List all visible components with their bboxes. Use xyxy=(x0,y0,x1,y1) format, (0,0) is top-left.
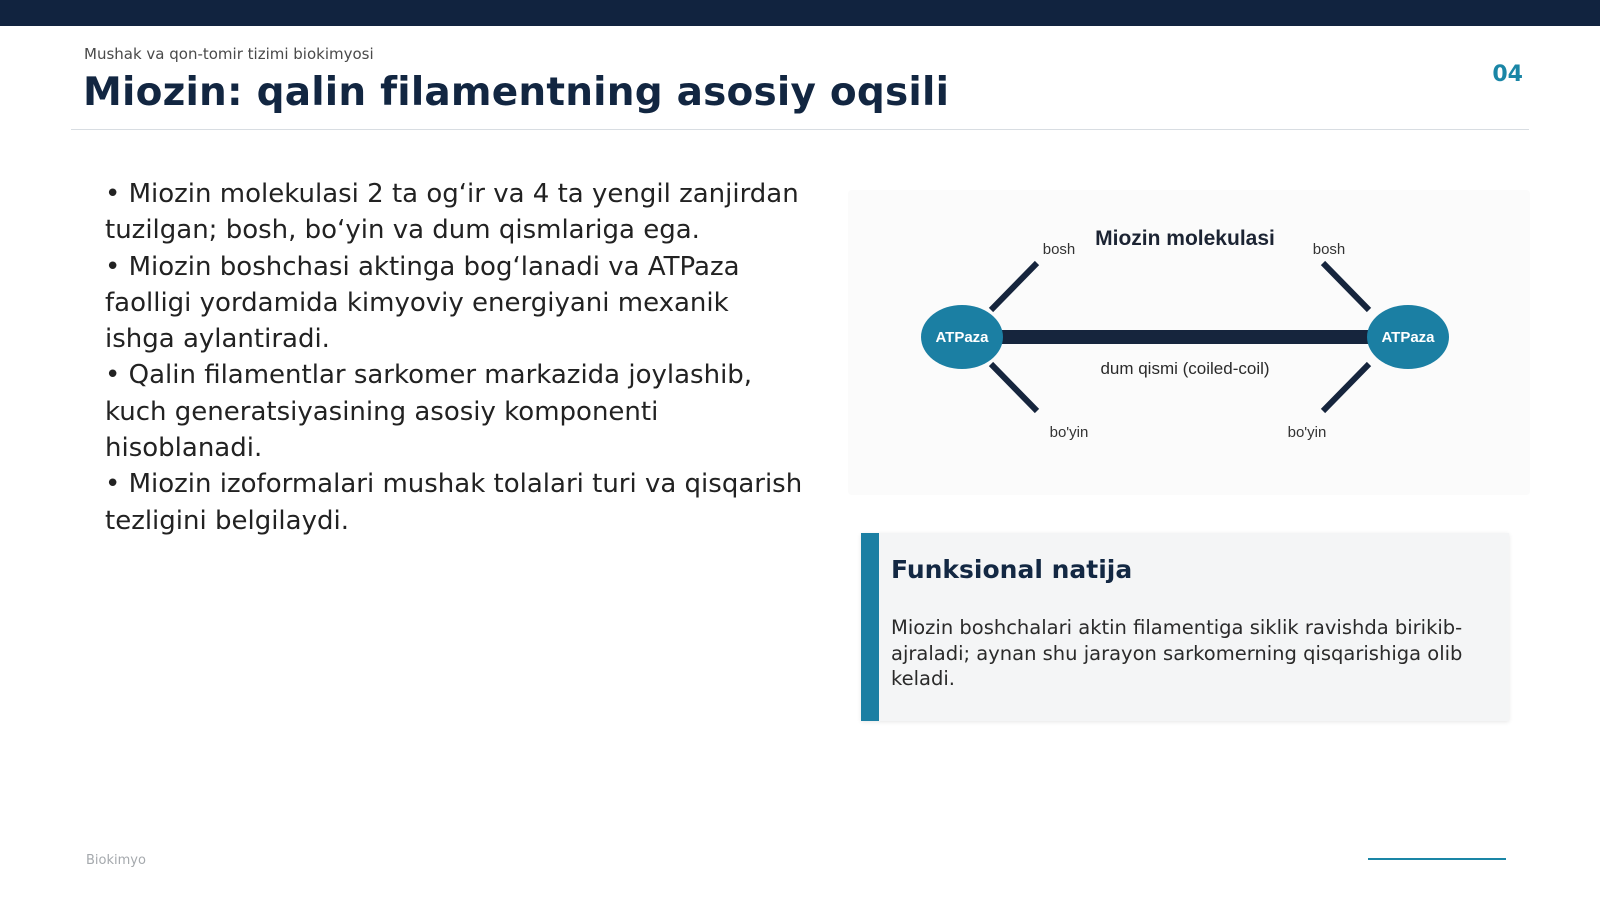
footer-brand: Biokimyo xyxy=(86,853,146,868)
callout-title: Funksional natija xyxy=(891,555,1133,584)
top-bar xyxy=(0,0,1600,26)
bullet-item: • Miozin izoformalari mushak tolalari turi va qisqarish tezligini belgilaydi. xyxy=(105,469,803,536)
head-arm-right xyxy=(1323,263,1369,310)
footer-accent-line xyxy=(1368,858,1506,860)
neck-label-right: bo'yin xyxy=(1287,424,1327,441)
diagram-title: Miozin molekulasi xyxy=(1095,227,1275,250)
callout-text: Miozin boshchalari aktin filamentiga siklik ravishda birikib-ajraladi; aynan shu jarayon sarkomerning qisqarishiga olib keladi. xyxy=(891,616,1463,690)
atpase-label-right: ATPaza xyxy=(1381,329,1435,346)
bullet-item: • Miozin molekulasi 2 ta og‘ir va 4 ta yengil zanjirdan tuzilgan; bosh, bo‘yin va dum qismlariga ega. xyxy=(105,179,799,246)
atpase-label-left: ATPaza xyxy=(935,329,989,346)
bullet-list xyxy=(105,176,805,539)
bullet-item: • Qalin filamentlar sarkomer markazida joylashib, kuch generatsiyasining asosiy komponenti hisoblanadi. xyxy=(105,360,753,464)
tail-label: dum qismi (coiled-coil) xyxy=(1100,359,1270,378)
callout-accent-bar xyxy=(861,533,879,721)
neck-arm-right xyxy=(1323,364,1369,411)
neck-arm-left xyxy=(991,364,1037,411)
myosin-diagram xyxy=(848,190,1530,495)
head-label-left: bosh xyxy=(1042,241,1076,258)
tail-shaft xyxy=(978,330,1378,344)
callout-box xyxy=(861,533,1509,721)
bullet-item: • Miozin boshchasi aktinga bog‘lanadi va ATPaza faolligi yordamida kimyoviy energiyani mexanik ishga aylantiradi. xyxy=(105,251,740,355)
myosin-diagram-svg xyxy=(848,190,1530,495)
head-label-right: bosh xyxy=(1312,241,1346,258)
head-arm-left xyxy=(991,263,1037,310)
page-title: Miozin: qalin filamentning asosiy oqsili xyxy=(83,70,950,115)
section-kicker: Mushak va qon-tomir tizimi biokimyosi xyxy=(84,45,374,63)
neck-label-left: bo'yin xyxy=(1049,424,1089,441)
title-divider xyxy=(71,129,1529,130)
page-number: 04 xyxy=(1492,62,1523,87)
